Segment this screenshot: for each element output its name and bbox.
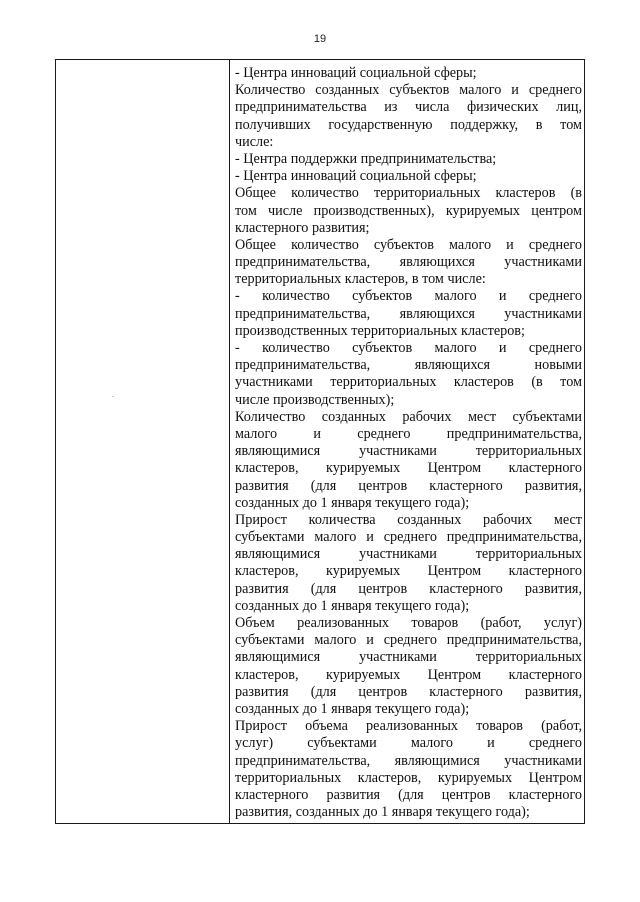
indicator-text-line: предпринимательства, являющихся участниками xyxy=(235,254,582,271)
table-left-column xyxy=(56,60,230,823)
indicator-text-line: являющимися участниками территориальных xyxy=(235,546,582,563)
indicator-text-line: - Центра инноваций социальной сферы; xyxy=(235,65,477,81)
indicator-text-line: кластерного развития (для центров кластерного xyxy=(235,786,582,803)
indicator-text-line: Прирост объема реализованных товаров (работ, xyxy=(235,718,582,735)
indicator-text-line: созданных до 1 января текущего года); xyxy=(235,597,470,614)
indicator-text-line: Объем реализованных товаров (работ, услуг) xyxy=(235,615,582,631)
indicator-text-line: Общее количество территориальных кластеров (в xyxy=(235,185,582,202)
indicator-text-line: субъектами малого и среднего предпринимательства, xyxy=(235,529,582,546)
indicator-text-line: том числе производственных), курируемых центром xyxy=(235,202,582,219)
indicator-text-line: кластерного развития; xyxy=(235,219,370,236)
indicator-text-line: развития (для центров кластерного развития, xyxy=(235,580,582,597)
indicator-text-line: субъектами малого и среднего предпринимательства, xyxy=(235,632,582,649)
indicator-text-line: Количество созданных рабочих мест субъектами xyxy=(235,408,582,425)
table-right-column xyxy=(230,60,586,823)
indicator-text-line: - количество субъектов малого и среднего xyxy=(235,288,582,305)
indicator-text-line: числе производственных); xyxy=(235,391,395,408)
indicator-text-line: предпринимательства из числа физических лиц, xyxy=(235,99,582,116)
indicator-text-line: развития (для центров кластерного развития, xyxy=(235,683,582,700)
indicator-text-line: получивших государственную поддержку, в том xyxy=(235,116,582,133)
indicator-text-line: созданных до 1 января текущего года); xyxy=(235,700,470,717)
indicator-text-line: услуг) субъектами малого и среднего xyxy=(235,735,582,752)
indicator-text-line: Количество созданных субъектов малого и среднего xyxy=(235,82,582,99)
indicator-text-line: кластеров, курируемых Центром кластерного xyxy=(235,460,582,477)
indicator-text-line: развития, созданных до 1 января текущего года); xyxy=(235,804,530,821)
indicator-text-line: - Центра инноваций социальной сферы; xyxy=(235,168,477,185)
page-number: 19 xyxy=(313,33,327,45)
indicator-text-line: предпринимательства, являющимися участниками xyxy=(235,752,582,769)
indicator-text-line: кластеров, курируемых Центром кластерного xyxy=(235,563,582,580)
indicator-text-line: предпринимательства, являющихся новыми xyxy=(235,357,582,374)
indicator-text-line: Общее количество субъектов малого и среднего xyxy=(235,236,582,253)
indicator-text-line: территориальных кластеров, курируемых Центром xyxy=(235,769,582,786)
indicator-text-line: развития (для центров кластерного развития, xyxy=(235,477,582,494)
indicator-text-line: территориальных кластеров, в том числе: xyxy=(235,271,486,288)
indicator-text-line: производственных территориальных кластеров; xyxy=(235,322,525,339)
indicator-text-line: числе: xyxy=(235,133,274,150)
indicator-text-line: являющимися участниками территориальных xyxy=(235,649,582,666)
indicator-text-line: кластеров, курируемых Центром кластерного xyxy=(235,666,582,683)
indicator-table xyxy=(55,59,585,824)
indicator-text-line: Прирост количества созданных рабочих мест xyxy=(235,511,582,528)
indicator-text-line: - количество субъектов малого и среднего xyxy=(235,340,582,356)
indicator-text-line: предпринимательства, являющихся участниками xyxy=(235,305,582,322)
scan-mark: . xyxy=(112,390,114,399)
indicator-text-line: малого и среднего предпринимательства, xyxy=(235,425,582,442)
indicator-text-line: участниками территориальных кластеров (в том xyxy=(235,374,582,391)
indicator-text-line: созданных до 1 января текущего года); xyxy=(235,494,470,511)
indicator-text-line: являющимися участниками территориальных xyxy=(235,443,582,460)
indicator-text-line: - Центра поддержки предпринимательства; xyxy=(235,150,497,167)
